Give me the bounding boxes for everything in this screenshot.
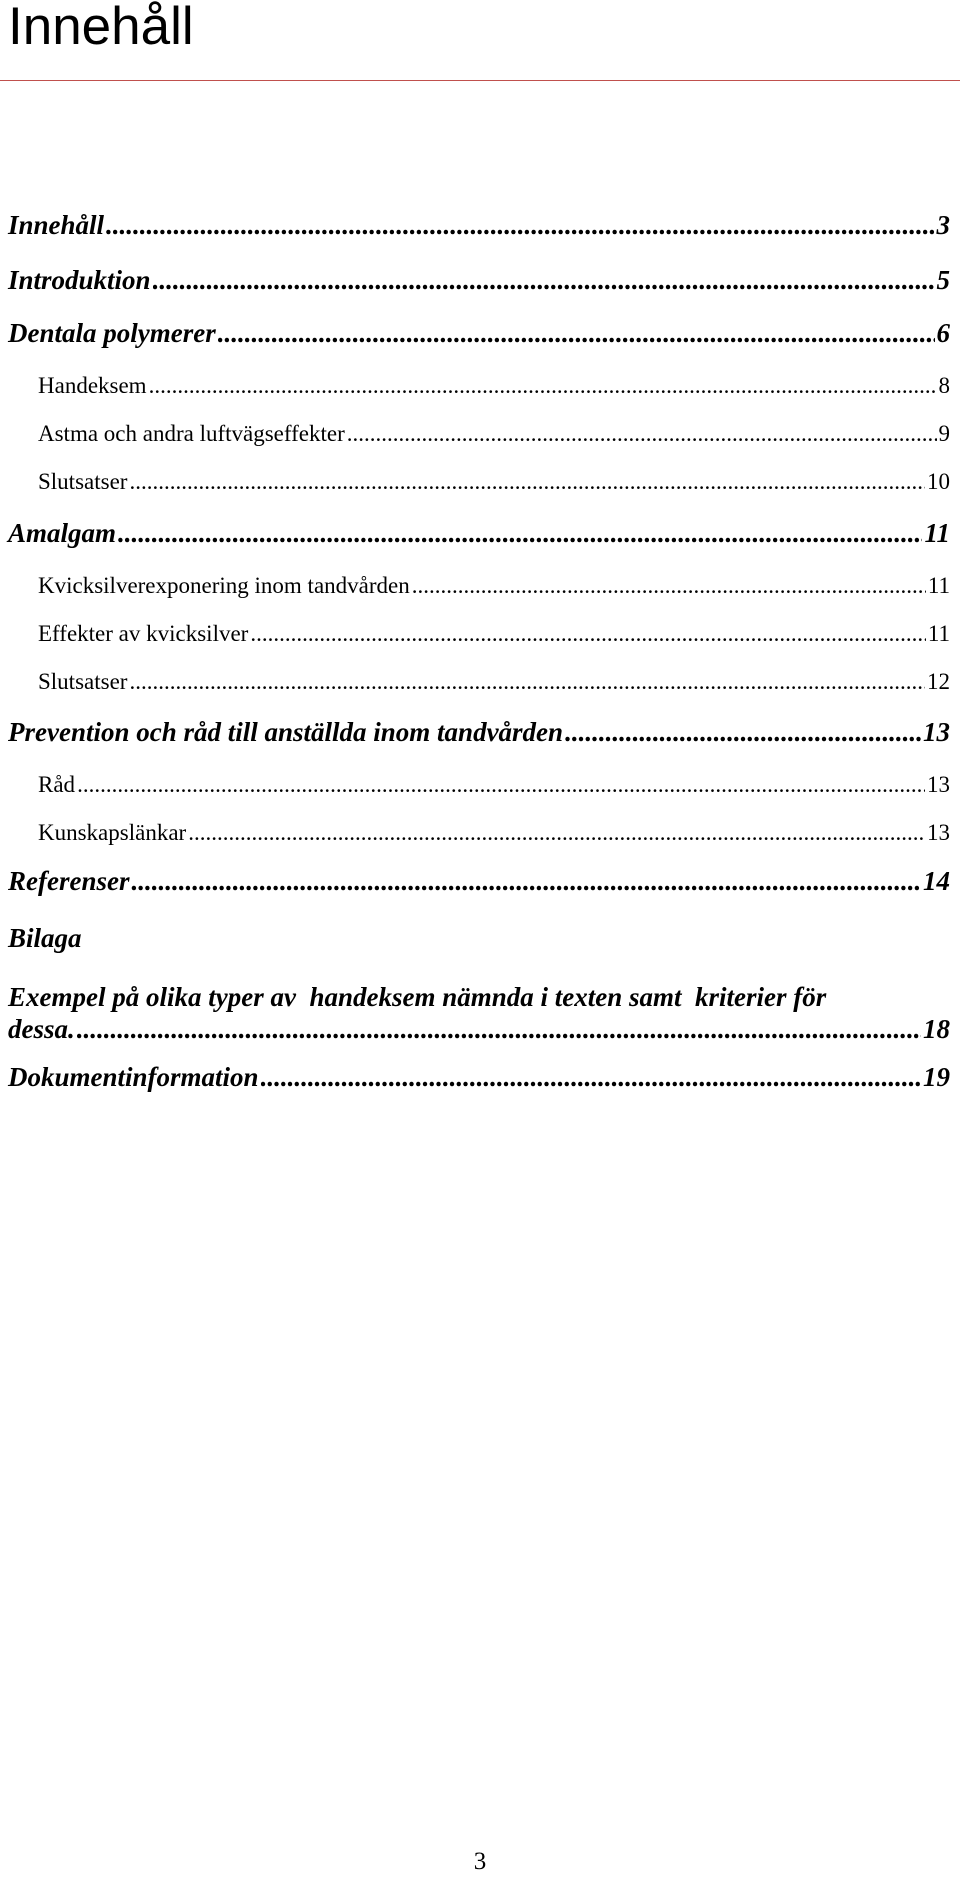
toc-entry-page: 13: [927, 820, 950, 845]
toc-entry-label: Kvicksilverexponering inom tandvården: [38, 573, 410, 598]
toc-entry-rad[interactable]: [8, 772, 950, 798]
toc-entry-page: 12: [927, 669, 950, 694]
toc-entry-page: 13: [927, 772, 950, 797]
toc-leader-dots: [250, 621, 926, 647]
toc-entry-label: Astma och andra luftvägseffekter: [38, 421, 345, 446]
toc-leader-dots: [153, 265, 935, 296]
toc-entry-dentala-polymerer[interactable]: [8, 318, 950, 349]
toc-leader-dots: [118, 518, 922, 549]
toc-entry-label: Introduktion: [8, 265, 151, 295]
toc-entry-label: dessa.: [8, 1014, 75, 1044]
toc-entry-page: 18: [923, 1014, 950, 1044]
toc-entry-page: 19: [923, 1062, 950, 1092]
toc-entry-page: 11: [927, 573, 950, 598]
toc-entry-dokumentinformation[interactable]: [8, 1062, 950, 1093]
toc-entry-label: Referenser: [8, 866, 130, 896]
toc-entry-page: 5: [936, 265, 950, 295]
toc-entry-kvicksilverexponering[interactable]: [8, 573, 950, 599]
toc-leader-dots: [218, 318, 935, 349]
toc-entry-slutsatser-2[interactable]: [8, 669, 950, 695]
toc-entry-astma[interactable]: [8, 421, 950, 447]
toc-leader-dots: [261, 1062, 921, 1093]
page-title: Innehåll: [8, 0, 194, 56]
toc-leader-dots: [131, 866, 921, 897]
toc-leader-dots: [347, 421, 937, 447]
toc-entry-label: Slutsatser: [38, 469, 128, 494]
toc-leader-dots: [565, 717, 921, 748]
toc-leader-dots: [106, 210, 934, 241]
toc-entry-amalgam[interactable]: [8, 518, 950, 549]
page-number: 3: [473, 1848, 487, 1875]
toc-entry-bilaga-line2[interactable]: [8, 1014, 950, 1045]
toc-leader-dots: [188, 820, 925, 846]
toc-entry-introduktion[interactable]: [8, 265, 950, 296]
toc-entry-label: Slutsatser: [38, 669, 128, 694]
toc-entry-page: 6: [936, 318, 950, 348]
toc-entry-label: Innehåll: [8, 210, 105, 240]
toc-entry-handeksem[interactable]: [8, 373, 950, 399]
toc-entry-label: Dokumentinformation: [8, 1062, 259, 1092]
toc-entry-innehall[interactable]: [8, 210, 950, 241]
toc-leader-dots: [77, 772, 925, 798]
toc-entry-prevention[interactable]: [8, 717, 950, 748]
appendix-heading: Bilaga: [8, 923, 82, 953]
toc-entry-label: Kunskapslänkar: [38, 820, 187, 845]
toc-entry-page: 11: [927, 621, 950, 646]
toc-entry-label: Prevention och råd till anställda inom tandvården: [8, 717, 564, 747]
toc-leader-dots: [129, 669, 925, 695]
title-divider: [0, 80, 960, 81]
toc-entry-referenser[interactable]: [8, 866, 950, 897]
toc-entry-page: 10: [927, 469, 950, 494]
toc-entry-label: Amalgam: [8, 518, 117, 548]
toc-leader-dots: [412, 573, 926, 599]
toc-entry-label: Handeksem: [38, 373, 147, 398]
toc-entry-slutsatser-1[interactable]: [8, 469, 950, 495]
toc-entry-page: 9: [938, 421, 950, 446]
toc-entry-page: 3: [936, 210, 950, 240]
toc-entry-label: Råd: [38, 772, 76, 797]
toc-entry-page: 8: [938, 373, 950, 398]
toc-entry-label: Dentala polymerer: [8, 318, 216, 348]
toc-entry-bilaga-line1[interactable]: [8, 982, 950, 1013]
toc-entry-effekter-av-kvicksilver[interactable]: [8, 621, 950, 647]
toc-entry-label: Exempel på olika typer av handeksem nämnda i texten samt kriterier för: [8, 982, 827, 1012]
toc-entry-page: 11: [924, 518, 950, 548]
toc-entry-kunskapslankar[interactable]: [8, 820, 950, 846]
toc-leader-dots: [149, 373, 937, 399]
toc-entry-page: 13: [923, 717, 950, 747]
toc-entry-page: 14: [923, 866, 950, 896]
toc-leader-dots: [77, 1014, 921, 1045]
toc-leader-dots: [129, 469, 925, 495]
toc-entry-label: Effekter av kvicksilver: [38, 621, 249, 646]
